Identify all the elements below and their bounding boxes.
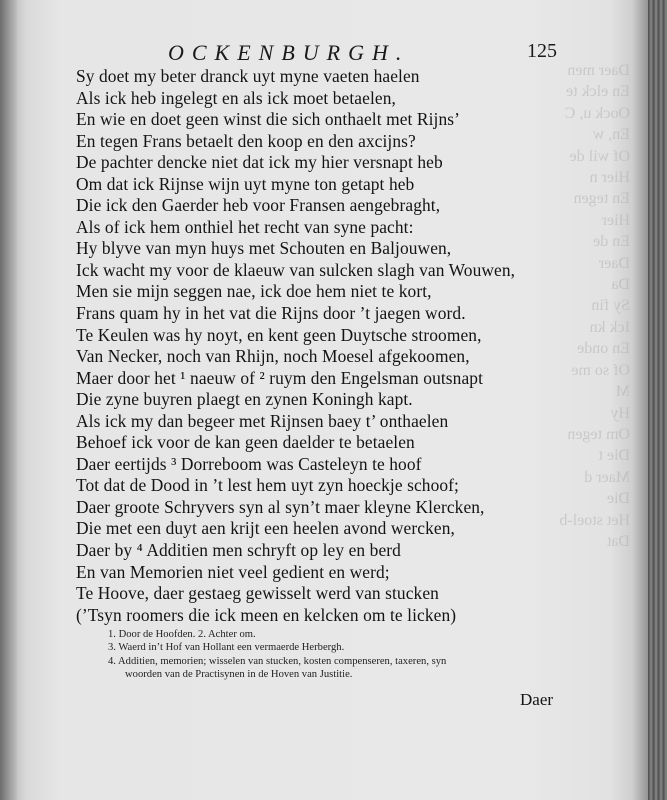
verse-line: Daer by ⁴ Additien men schryft op ley en berd [76,540,401,561]
verse-line: Tot dat de Dood in ’t lest hem uyt zyn hoeckje schoof; [76,475,459,496]
verse-line: Frans quam hy in het vat die Rijns door ’t jaegen word. [76,303,466,324]
verse-line: Sy doet my beter dranck uyt myne vaeten haelen [76,66,420,86]
verse-line: Behoef ick voor de kan geen daelder te betaelen [76,432,415,453]
verse-line: Als ick heb ingelegt en als ick moet betaelen, [76,87,396,108]
bleed-through-text: Daer men En elck te Oock u, C En, w Of wil de Hier n En tegen Hier En de Daer Da Sy fin Ick kn En onde Of so me M Hy Om tegen Die t Maer d Die Het stoel-b Dat [559,62,630,550]
verse-line: En tegen Frans betaelt den koop en den axcijns? [76,130,416,151]
verse-line: Men sie mijn seggen nae, ick doe hem niet te kort, [76,281,432,302]
page-gutter-shadow [0,0,18,800]
page-number: 125 [527,40,557,62]
verse-line: Te Hoove, daer gestaeg gewisselt werd van stucken [76,583,439,604]
footnotes [108,628,548,682]
verse-line: Maer door het ¹ naeuw of ² ruym den Engelsman outsnapt [76,367,484,388]
verse-line: En wie en doet geen winst die sich onthaelt met Rijns’ [76,109,461,130]
verse-line: Daer eertijds ³ Dorreboom was Casteleyn te hoof [76,453,422,474]
verse-line: Om dat ick Rijnse wijn uyt myne ton getapt heb [76,173,415,194]
footnote: 4. Additien, memorien; wisselen van stucken, kosten compenseren, taxeren, syn [108,655,447,667]
catchword: Daer [520,690,554,709]
running-head: OCKENBURGH. [168,40,410,65]
verse-line: Ick wacht my voor de klaeuw van sulcken slagh van Wouwen, [76,259,516,280]
verse-line: De pachter dencke niet dat ick my hier versnapt heb [76,152,443,173]
verse-line: Van Necker, noch van Rhijn, noch Moesel afgekoomen, [76,346,470,367]
footnote-continuation: woorden van de Practisynen in de Hoven van Justitie. [125,669,353,681]
verse-line: Die ick den Gaerder heb voor Fransen aengebraght, [76,195,441,216]
verse-body [76,66,566,626]
verse-line: Hy blyve van myn huys met Schouten en Baljouwen, [76,238,452,259]
verse-line: Die zyne buyren plaegt en zynen Koningh kapt. [76,389,413,410]
verse-line: (’Tsyn roomers die ick meen en kelcken om te licken) [76,604,457,625]
verse-line: En van Memorien niet veel gedient en werd; [76,561,390,582]
verse-line: Te Keulen was hy noyt, en kent geen Duytsche stroomen, [76,324,482,345]
verse-line: Daer groote Schryvers syn al syn’t maer kleyne Klercken, [76,496,485,517]
stacked-page-edges [648,0,667,800]
footnote: 3. Waerd in’t Hof van Hollant een vermaerde Herbergh. [108,642,345,654]
verse-line: Als ick my dan begeer met Rijnsen baey t’ onthaelen [76,410,449,431]
footnote: 1. Door de Hoofden. 2. Achter om. [108,629,256,640]
verse-line: Als of ick hem onthiel het recht van syne pacht: [76,216,414,237]
verse-line: Die met een duyt aen krijt een heelen avond wercken, [76,518,455,539]
